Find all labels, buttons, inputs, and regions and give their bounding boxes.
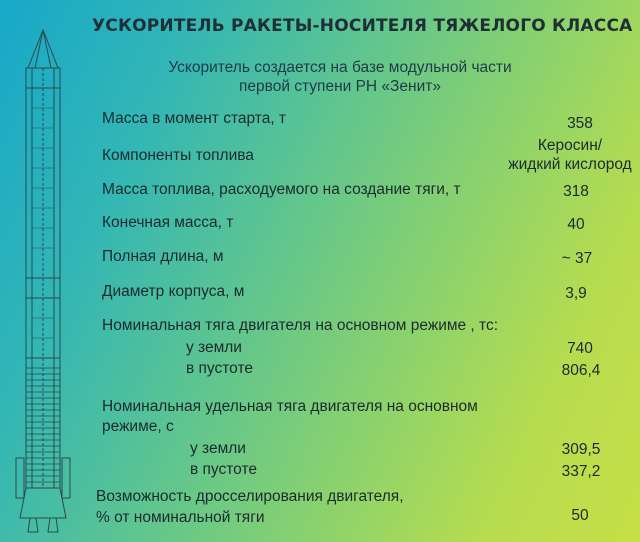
nominal-thrust-ground-label: у земли [186, 339, 242, 356]
slide-subtitle [120, 58, 560, 96]
nominal-thrust-ground-value: 740 [567, 340, 593, 357]
fuel-mass-label: Масса топлива, расходуемого на создание тяги, т [102, 181, 461, 198]
subtitle-line-1: Ускоритель создается на базе модульной части [168, 59, 512, 76]
specific-impulse-vacuum-value: 337,2 [561, 463, 601, 480]
specific-impulse-ground-value: 309,5 [561, 441, 601, 458]
hull-diameter-value: 3,9 [565, 285, 587, 302]
nominal-thrust-label: Номинальная тяга двигателя на основном режиме , тс: [102, 317, 499, 334]
subtitle-line-2: первой ступени РН «Зенит» [239, 78, 441, 95]
specific-impulse-label-line-2: режиме, с [102, 418, 174, 435]
total-length-label: Полная длина, м [102, 248, 224, 265]
throttling-label-line-1: Возможность дросселирования двигателя, [96, 488, 404, 505]
hull-diameter-label: Диаметр корпуса, м [102, 283, 245, 300]
fuel-components-value-line-2: жидкий кислород [508, 156, 632, 173]
launch-mass-value: 358 [567, 115, 593, 132]
launch-mass-label: Масса в момент старта, т [102, 110, 287, 127]
fuel-components-label: Компоненты топлива [102, 147, 254, 164]
throttling-value: 50 [571, 507, 589, 524]
total-length-value: ~ 37 [561, 250, 593, 267]
nominal-thrust-vacuum-value: 806,4 [561, 362, 601, 379]
rocket-booster-drawing [8, 28, 78, 534]
specific-impulse-vacuum-label: в пустоте [190, 461, 258, 478]
slide-title: УСКОРИТЕЛЬ РАКЕТЫ-НОСИТЕЛЯ ТЯЖЕЛОГО КЛАССА [92, 16, 633, 36]
throttling-label-line-2: % от номинальной тяги [96, 509, 265, 526]
fuel-components-value [500, 136, 640, 174]
fuel-mass-value: 318 [563, 183, 589, 200]
final-mass-value: 40 [567, 216, 585, 233]
specific-impulse-ground-label: у земли [190, 440, 246, 457]
fuel-components-value-line-1: Керосин/ [537, 137, 603, 154]
nominal-thrust-vacuum-label: в пустоте [186, 360, 254, 377]
final-mass-label: Конечная масса, т [102, 214, 234, 231]
specific-impulse-label-line-1: Номинальная удельная тяга двигателя на основном [102, 398, 478, 415]
